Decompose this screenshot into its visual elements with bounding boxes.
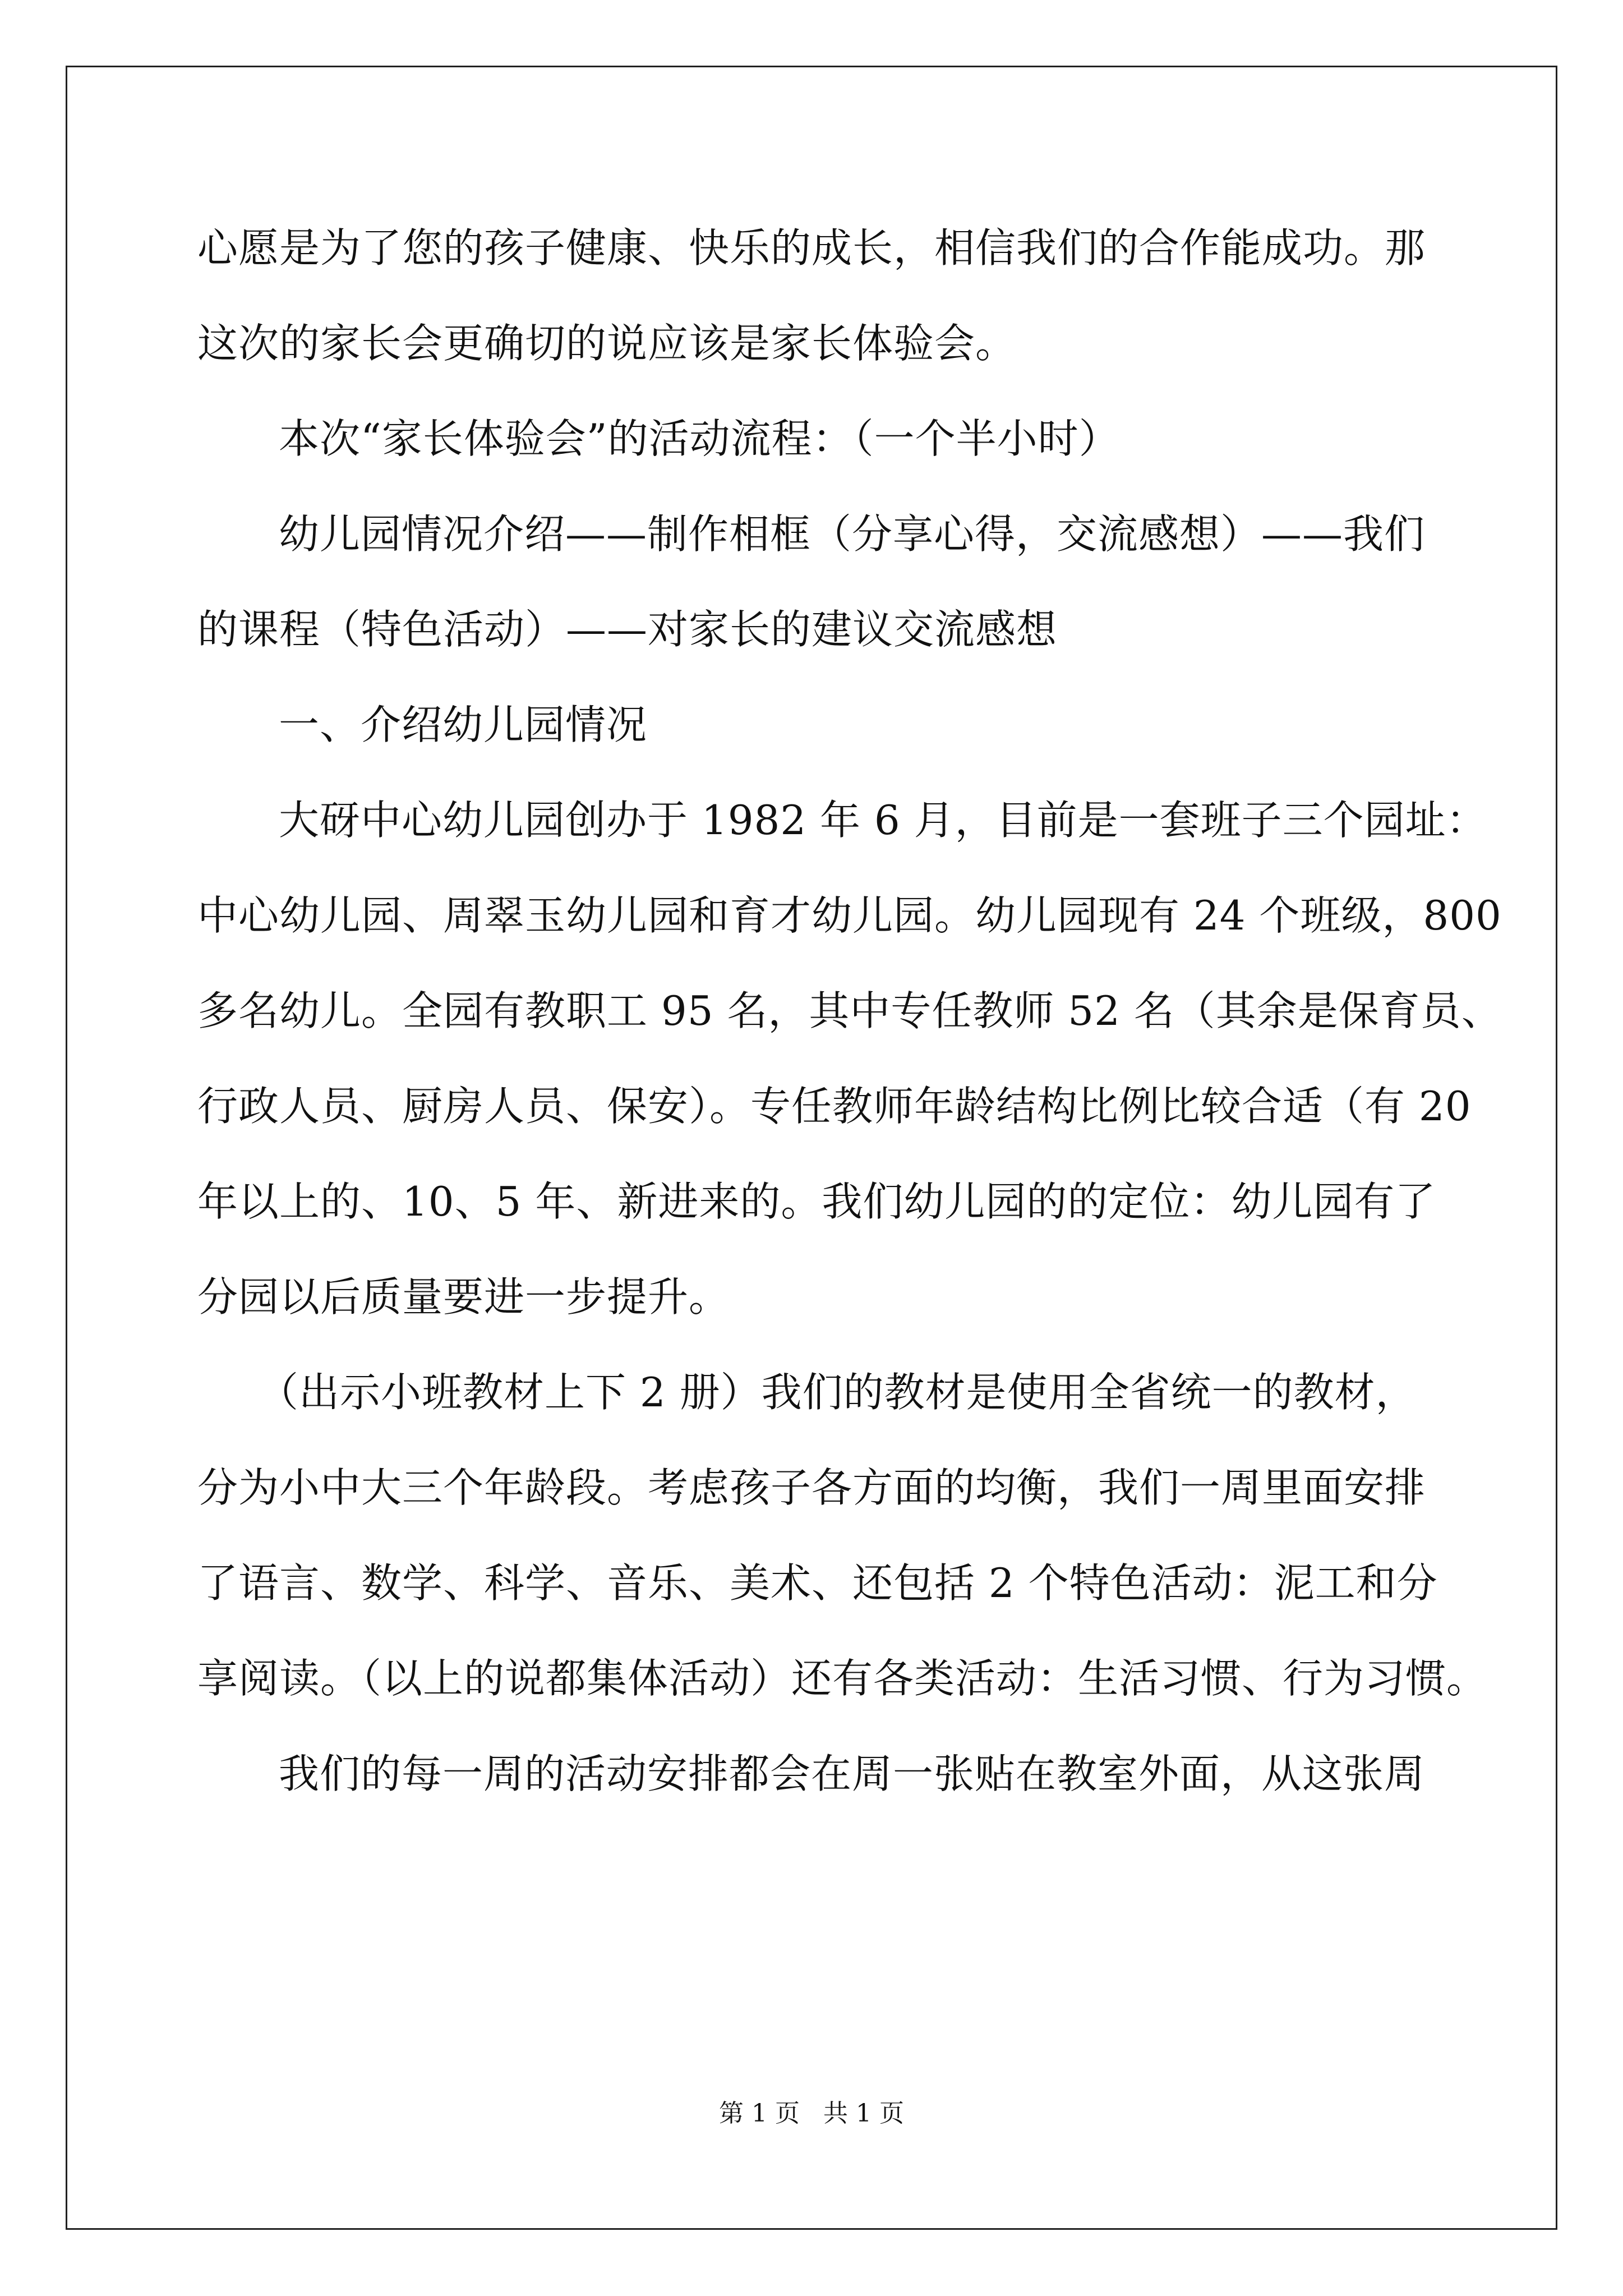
body-line: 年以上的、10、5 年、新进来的。我们幼儿园的的定位：幼儿园有了 [197,1178,1436,1225]
body-line: （出示小班教材上下 2 册）我们的教材是使用全省统一的教材， [258,1369,1417,1416]
body-line: 多名幼儿。全园有教职工 95 名，其中专任教师 52 名（其余是保育员、 [197,987,1502,1034]
body-line: 分为小中大三个年龄段。考虑孩子各方面的均衡，我们一周里面安排 [197,1464,1426,1511]
page-total: 共 1 页 [823,2099,904,2128]
body-line: 心愿是为了您的孩子健康、快乐的成长，相信我们的合作能成功。那 [197,224,1426,272]
section-heading: 一、介绍幼儿园情况 [279,701,648,748]
body-line: 幼儿园情况介绍——制作相框（分享心得，交流感想）——我们 [279,510,1426,558]
body-line: 了语言、数学、科学、音乐、美术、还包括 2 个特色活动：泥工和分 [197,1559,1438,1607]
body-line: 本次“家长体验会”的活动流程：（一个半小时） [279,415,1120,462]
page-footer [0,2097,1623,2131]
body-line: 我们的每一周的活动安排都会在周一张贴在教室外面，从这张周 [279,1750,1426,1797]
body-line: 中心幼儿园、周翠玉幼儿园和育才幼儿园。幼儿园现有 24 个班级，800 [197,892,1502,939]
body-line: 大砑中心幼儿园创办于 1982 年 6 月，目前是一套班子三个园址： [279,797,1487,844]
body-line: 这次的家长会更确切的说应该是家长体验会。 [197,320,1017,367]
body-line: 的课程（特色活动）——对家长的建议交流感想 [197,606,1058,653]
page-border [66,66,1557,2230]
page-number: 第 1 页 [719,2099,800,2128]
body-line: 行政人员、厨房人员、保安）。专任教师年龄结构比例比较合适（有 20 [197,1083,1472,1130]
body-line: 享阅读。（以上的说都集体活动）还有各类活动：生活习惯、行为习惯。 [197,1655,1488,1702]
body-line: 分园以后质量要进一步提升。 [197,1273,730,1320]
